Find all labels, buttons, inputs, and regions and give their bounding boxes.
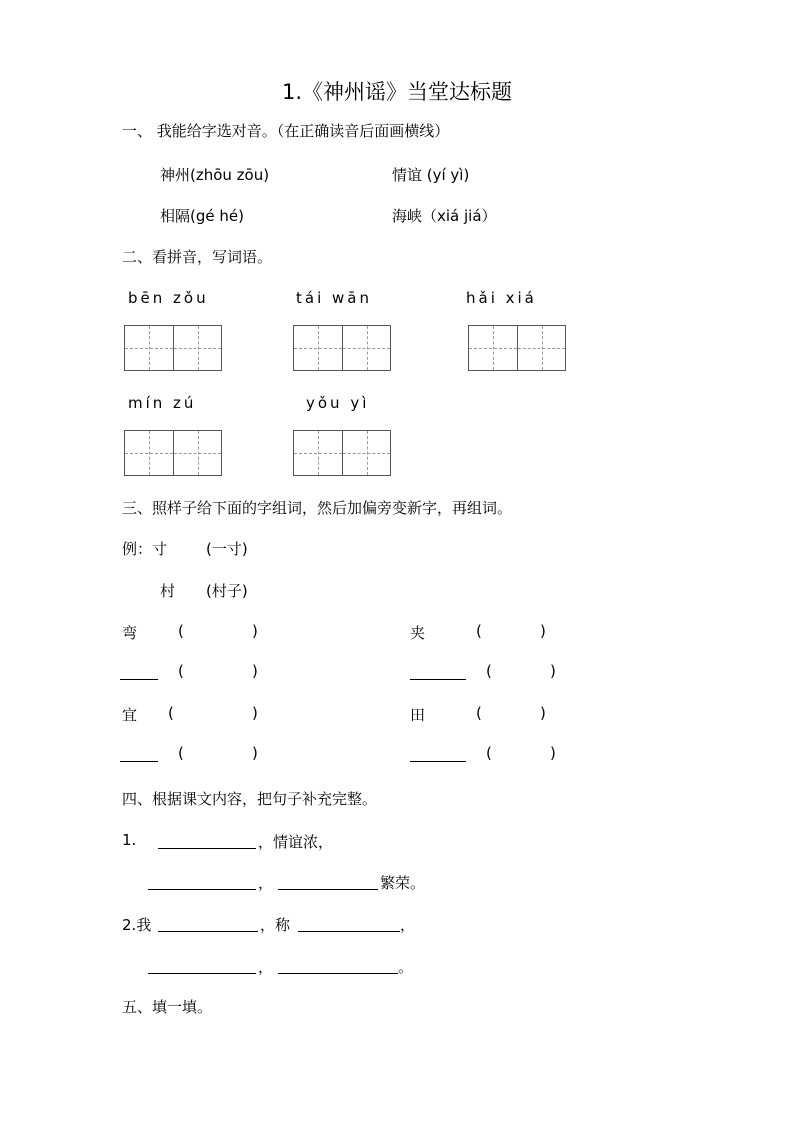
fill-blank[interactable] <box>148 873 256 890</box>
pinyin-youyi: yǒu yì <box>306 394 370 412</box>
writing-grid-youyi[interactable] <box>293 430 391 476</box>
new-char-blank[interactable] <box>120 663 158 680</box>
paren-close: ) <box>252 662 258 680</box>
pinyin-minzu: mín zú <box>128 394 197 412</box>
char-wan: 弯 <box>122 624 138 642</box>
paren-open: ( <box>178 622 184 640</box>
writing-grid-benzou[interactable] <box>124 325 222 371</box>
paren-open: ( <box>486 744 492 762</box>
fill-blank[interactable] <box>278 957 398 974</box>
section-1-heading: 一、 我能给字选对音。（在正确读音后面画横线） <box>122 122 450 140</box>
item-2-comma: ， <box>400 916 416 934</box>
item-2-comma-2: ， <box>258 958 274 976</box>
new-char-blank[interactable] <box>410 745 466 762</box>
new-char-blank[interactable] <box>120 745 158 762</box>
char-jia: 夹 <box>410 624 426 642</box>
fill-blank[interactable] <box>278 873 378 890</box>
s1-item-shenzhou: 神州(zhōu zōu) <box>160 166 270 184</box>
paren-open: ( <box>486 662 492 680</box>
item-2-mid: ，称 <box>260 916 291 934</box>
s1-item-haixia: 海峡（xiá jiá） <box>392 207 497 225</box>
paren-close: ) <box>550 662 556 680</box>
paren-close: ) <box>252 622 258 640</box>
paren-close: ) <box>252 744 258 762</box>
s1-item-qingyi: 情谊 (yí yì) <box>392 166 470 184</box>
example-label: 例：寸 <box>122 540 168 558</box>
writing-grid-taiwan[interactable] <box>293 325 391 371</box>
fill-blank[interactable] <box>298 915 400 932</box>
paren-open: ( <box>476 622 482 640</box>
item-2-end: 。 <box>398 958 414 976</box>
paren-close: ) <box>550 744 556 762</box>
writing-grid-minzu[interactable] <box>124 430 222 476</box>
pinyin-benzou: bēn zǒu <box>128 289 209 307</box>
fill-blank[interactable] <box>158 915 258 932</box>
pinyin-haixia: hǎi xiá <box>466 289 537 307</box>
example-char-2: 村 <box>160 582 176 600</box>
paren-close: ) <box>252 704 258 722</box>
pinyin-taiwan: tái wān <box>296 289 372 307</box>
item-1-end: 繁荣。 <box>380 874 426 892</box>
paren-open: ( <box>178 662 184 680</box>
paren-close: ) <box>540 622 546 640</box>
section-2-heading: 二、看拼音，写词语。 <box>122 248 273 266</box>
char-yi: 宜 <box>122 706 138 724</box>
paren-close: ) <box>540 704 546 722</box>
item-1-number: 1. <box>122 831 137 849</box>
char-tian: 田 <box>410 706 426 724</box>
item-2-prefix: 2.我 <box>122 916 152 934</box>
paren-open: ( <box>178 744 184 762</box>
item-1-comma: ， <box>258 874 274 892</box>
fill-blank[interactable] <box>148 957 256 974</box>
page-title: 1.《神州谣》当堂达标题 <box>281 80 513 104</box>
section-3-heading: 三、照样子给下面的字组词，然后加偏旁变新字，再组词。 <box>122 499 513 517</box>
new-char-blank[interactable] <box>410 663 466 680</box>
paren-open: ( <box>476 704 482 722</box>
s1-item-xiangge: 相隔(gé hé) <box>160 207 244 225</box>
section-4-heading: 四、根据课文内容，把句子补充完整。 <box>122 790 378 808</box>
section-5-heading: 五、填一填。 <box>122 998 213 1016</box>
fill-blank[interactable] <box>158 832 256 849</box>
paren-open: ( <box>168 704 174 722</box>
item-1-text: ，情谊浓， <box>258 833 334 851</box>
writing-grid-haixia[interactable] <box>468 325 566 371</box>
example-word-1: (一寸) <box>206 540 248 558</box>
example-word-2: (村子) <box>206 582 248 600</box>
